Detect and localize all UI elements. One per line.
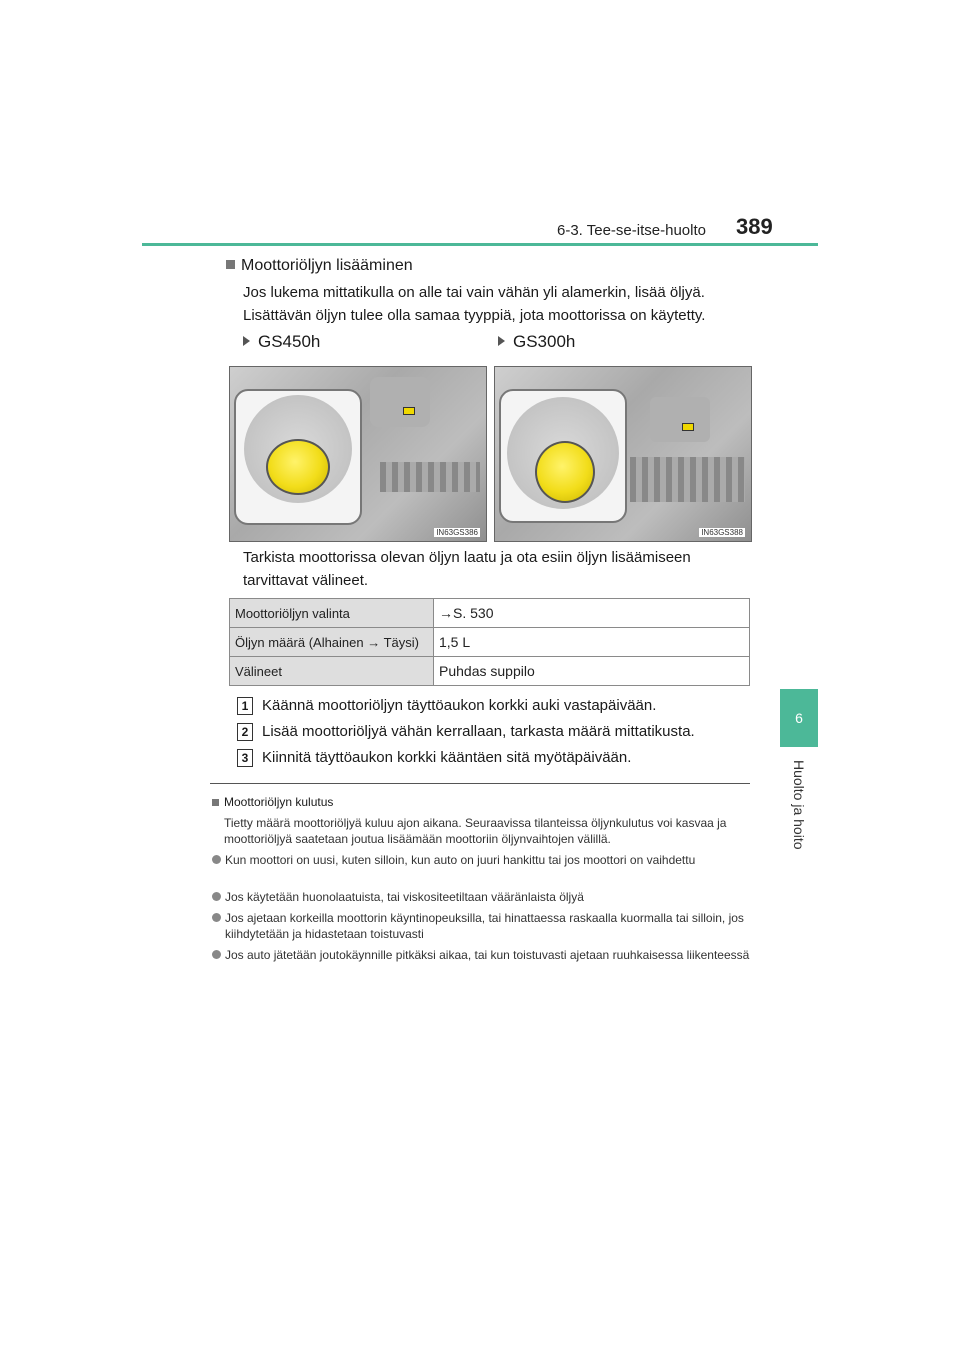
circle-bullet-icon bbox=[212, 855, 221, 864]
oil-filler-cap-icon bbox=[535, 441, 595, 503]
engine-illustration bbox=[650, 397, 710, 442]
oil-filler-cap-icon bbox=[266, 439, 330, 495]
step-number: 1 bbox=[237, 697, 253, 715]
list-item bbox=[212, 889, 750, 905]
variant-label-gs300h bbox=[498, 332, 575, 352]
list-item bbox=[212, 852, 750, 868]
step-3 bbox=[237, 749, 631, 767]
triangle-bullet-icon bbox=[243, 336, 250, 346]
list-item-text: Jos ajetaan korkeilla moottorin käyntinopeuksilla, tai hinattaessa raskaalla kuormalla tai silloin, jos kiihdytetään ja hidastetaan toistuvasti bbox=[225, 911, 744, 941]
square-bullet-icon bbox=[212, 799, 219, 806]
note-paragraph: Tietty määrä moottoriöljyä kuluu ajon aikana. Seuraavissa tilanteissa öljynkulutus voi kasvaa ja moottoriöljyä saatetaan joutua lisäämään moottoriin öljynvaihtojen välillä. bbox=[224, 816, 727, 846]
step-text: Kiinnitä täyttöaukon korkki kääntäen sitä myötäpäivään. bbox=[262, 749, 632, 766]
table-value: Puhdas suppilo bbox=[434, 657, 750, 686]
list-item-text: Kun moottori on uusi, kuten silloin, kun auto on juuri hankittu tai jos moottori on vaihdettu bbox=[225, 853, 696, 867]
check-paragraph: Tarkista moottorissa olevan öljyn laatu ja ota esiin öljyn lisäämiseen tarvittavat välineet. bbox=[243, 549, 691, 589]
table-row bbox=[230, 628, 750, 657]
chapter-tab-label: Huolto ja hoito bbox=[791, 760, 807, 850]
square-bullet-icon bbox=[226, 260, 235, 269]
filler-cap-inset bbox=[499, 389, 627, 523]
header-rule bbox=[142, 243, 818, 246]
engine-illustration bbox=[380, 462, 480, 492]
table-row bbox=[230, 657, 750, 686]
table-row bbox=[230, 599, 750, 628]
step-number: 3 bbox=[237, 749, 253, 767]
list-item-text: Jos auto jätetään joutokäynnille pitkäksi aikaa, tai kun toistuvasti ajetaan ruuhkaisessa liikenteessä bbox=[225, 948, 750, 962]
step-text: Käännä moottoriöljyn täyttöaukon korkki auki vastapäivään. bbox=[262, 697, 657, 714]
variant-label-text: GS450h bbox=[258, 332, 321, 351]
table-key: Öljyn määrä (Alhainen → Täysi) bbox=[230, 628, 434, 657]
step-number: 2 bbox=[237, 723, 253, 741]
section-heading bbox=[226, 257, 413, 275]
filler-cap-marker bbox=[403, 407, 415, 415]
filler-cap-marker bbox=[682, 423, 694, 431]
note-title bbox=[212, 795, 333, 809]
intro-paragraph: Jos lukema mittatikulla on alle tai vain vähän yli alamerkin, lisää öljyä. Lisättävän öljyn tulee olla samaa tyyppiä, jota moottorissa on käytetty. bbox=[243, 284, 706, 324]
step-text: Lisää moottoriöljyä vähän kerrallaan, tarkasta määrä mittatikusta. bbox=[262, 723, 695, 740]
circle-bullet-icon bbox=[212, 950, 221, 959]
table-value: →S. 530 bbox=[434, 599, 750, 628]
triangle-bullet-icon bbox=[498, 336, 505, 346]
table-key: Moottoriöljyn valinta bbox=[230, 599, 434, 628]
circle-bullet-icon bbox=[212, 913, 221, 922]
figure-code: IN63GS388 bbox=[701, 528, 743, 537]
table-value: 1,5 L bbox=[434, 628, 750, 657]
step-1 bbox=[237, 697, 656, 715]
circle-bullet-icon bbox=[212, 892, 221, 901]
note-title-text: Moottoriöljyn kulutus bbox=[224, 795, 334, 809]
step-2 bbox=[237, 723, 695, 741]
figure-code: IN63GS386 bbox=[436, 528, 478, 537]
section-divider bbox=[210, 783, 750, 784]
engine-illustration bbox=[370, 377, 430, 427]
engine-figure-gs300h bbox=[494, 366, 752, 542]
list-item-text: Jos käytetään huonolaatuista, tai viskositeetiltaan vääränlaista öljyä bbox=[225, 890, 584, 904]
section-heading-text: Moottoriöljyn lisääminen bbox=[241, 257, 413, 274]
filler-cap-inset bbox=[234, 389, 362, 525]
list-item bbox=[212, 947, 750, 963]
section-title: 6-3. Tee-se-itse-huolto bbox=[557, 222, 706, 239]
variant-label-text: GS300h bbox=[513, 332, 576, 351]
page-number: 389 bbox=[736, 214, 773, 239]
chapter-tab-number: 6 bbox=[780, 689, 818, 747]
specification-table bbox=[229, 598, 750, 686]
table-key: Välineet bbox=[230, 657, 434, 686]
variant-label-gs450h bbox=[243, 332, 320, 352]
engine-illustration bbox=[630, 457, 745, 502]
list-item bbox=[212, 910, 750, 941]
engine-figure-gs450h bbox=[229, 366, 487, 542]
